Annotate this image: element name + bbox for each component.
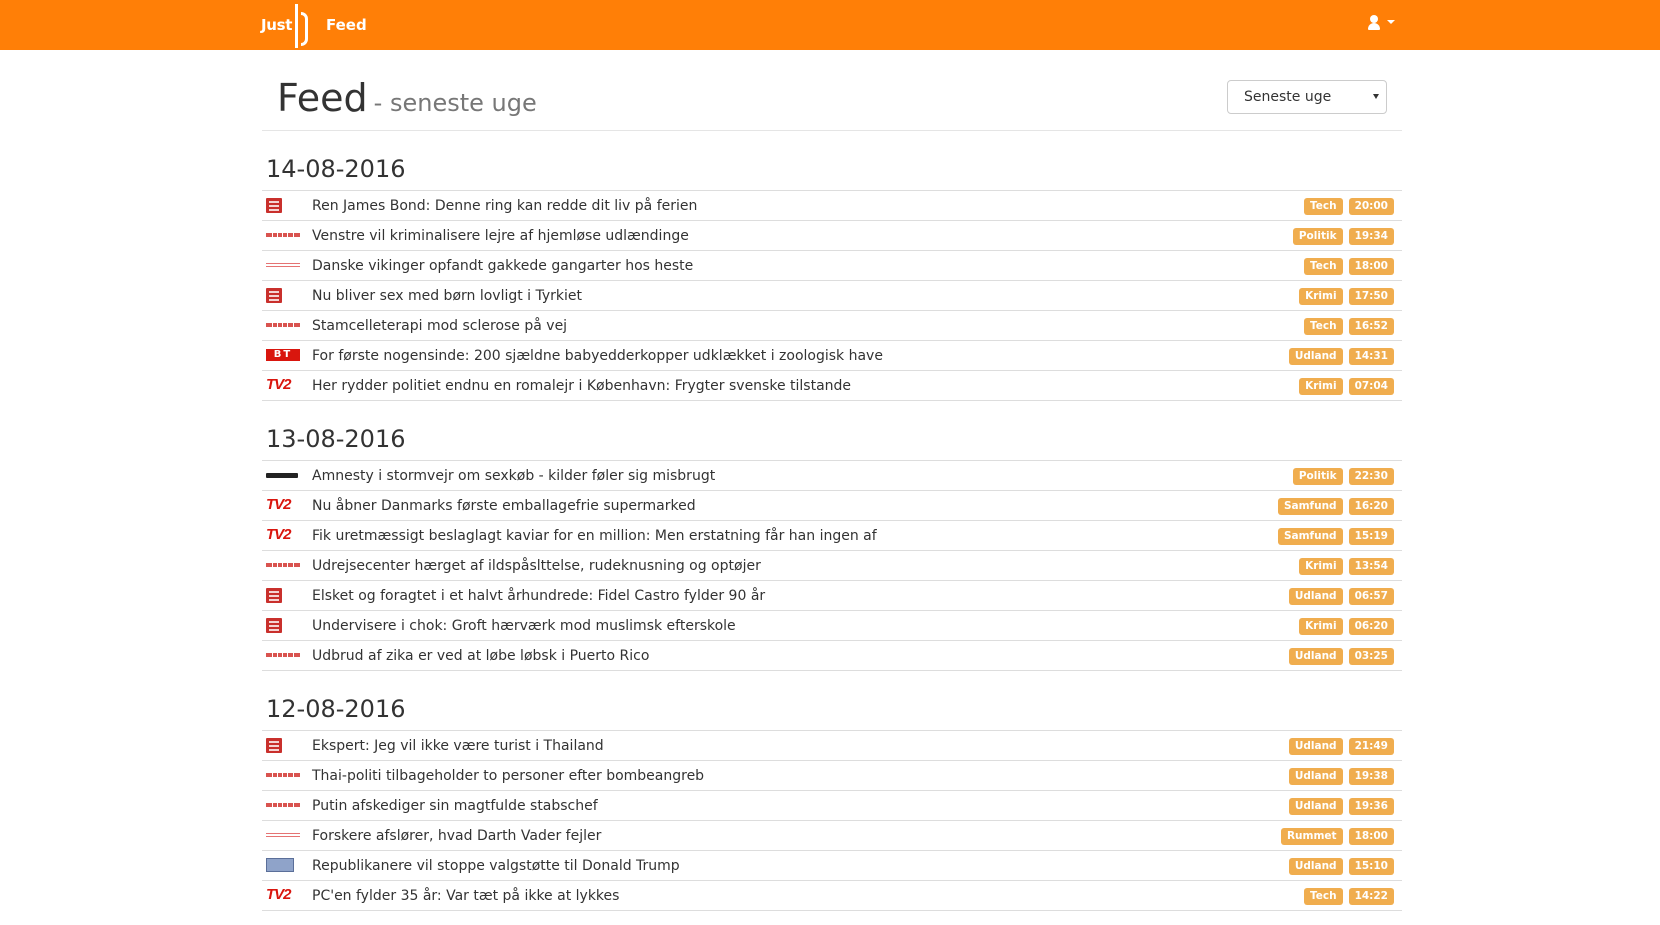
user-icon: [1367, 14, 1381, 30]
feed-item[interactable]: [262, 521, 1402, 551]
feed-item-title[interactable]: Elsket og foragtet i et halvt århundrede: Fidel Castro fylder 90 år: [312, 588, 766, 604]
source-logo: [266, 347, 304, 363]
period-select-value: Seneste uge: [1244, 89, 1332, 105]
source-logo: [266, 557, 304, 573]
feed-item[interactable]: [262, 281, 1402, 311]
feed-item-badges: [1289, 858, 1394, 875]
feed-item-title[interactable]: Stamcelleterapi mod sclerose på vej: [312, 318, 568, 334]
feed-list: [262, 460, 1402, 671]
feed-item-badges: [1299, 618, 1394, 635]
time-badge: 18:00: [1349, 258, 1394, 275]
feed-item-title[interactable]: For første nogensinde: 200 sjældne babyedderkopper udklækket i zoologisk have: [312, 348, 883, 364]
feed-item-title[interactable]: PC'en fylder 35 år: Var tæt på ikke at lykkes: [312, 888, 620, 904]
category-badge: Udland: [1289, 588, 1343, 605]
feed-item[interactable]: [262, 821, 1402, 851]
feed-item-badges: [1299, 288, 1394, 305]
tv2-logo: TV2: [266, 376, 291, 393]
feed-item[interactable]: [262, 761, 1402, 791]
source-logo: [266, 227, 304, 243]
nyhedsavis-logo: [266, 858, 294, 872]
main-content: [262, 50, 1402, 911]
feed-item-badges: [1278, 498, 1394, 515]
time-badge: 16:52: [1349, 318, 1394, 335]
day-heading: 14-08-2016: [266, 155, 406, 183]
feed-item[interactable]: [262, 791, 1402, 821]
time-badge: 14:31: [1349, 348, 1394, 365]
day-heading: 13-08-2016: [266, 425, 406, 453]
caret-down-icon: [1387, 20, 1395, 24]
time-badge: 15:10: [1349, 858, 1394, 875]
time-badge: 22:30: [1349, 468, 1394, 485]
feed-item-badges: [1299, 558, 1394, 575]
time-badge: 19:36: [1349, 798, 1394, 815]
source-logo: [266, 617, 304, 633]
feed-item[interactable]: [262, 581, 1402, 611]
feed-item-title[interactable]: Her rydder politiet endnu en romalejr i København: Frygter svenske tilstande: [312, 378, 852, 394]
feed-item-title[interactable]: Ekspert: Jeg vil ikke være turist i Thailand: [312, 738, 604, 754]
feed-item-title[interactable]: Udrejsecenter hærget af ildspåslttelse, rudeknusning og optøjer: [312, 558, 761, 574]
nordjyske-logo: [266, 802, 300, 808]
category-badge: Rummet: [1281, 828, 1343, 845]
time-badge: 21:49: [1349, 738, 1394, 755]
feed-item-title[interactable]: Amnesty i stormvejr om sexkøb - kilder føler sig misbrugt: [312, 468, 716, 484]
page-title: [277, 76, 537, 120]
category-badge: Udland: [1289, 348, 1343, 365]
time-badge: 19:38: [1349, 768, 1394, 785]
feed-item-badges: [1299, 378, 1394, 395]
time-badge: 16:20: [1349, 498, 1394, 515]
feed-item-title[interactable]: Nu bliver sex med børn lovligt i Tyrkiet: [312, 288, 583, 304]
source-logo: [266, 857, 304, 873]
brand-text: Just: [261, 16, 293, 34]
feed-item-title[interactable]: Undervisere i chok: Groft hærværk mod muslimsk efterskole: [312, 618, 736, 634]
source-logo: [266, 377, 304, 393]
ekstra-bladet-logo: [266, 198, 282, 213]
nordjyske-logo: [266, 562, 300, 568]
feed-item-title[interactable]: Venstre vil kriminalisere lejre af hjemløse udlændinge: [312, 228, 689, 244]
ekstra-bladet-logo: [266, 588, 282, 603]
source-logo: [266, 887, 304, 903]
feed-item-badges: [1304, 318, 1394, 335]
nav-link-feed[interactable]: Feed: [326, 16, 367, 34]
time-badge: 13:54: [1349, 558, 1394, 575]
feed-item-title[interactable]: Nu åbner Danmarks første emballagefrie supermarked: [312, 498, 696, 514]
day-heading: 12-08-2016: [266, 695, 406, 723]
feed-item[interactable]: [262, 641, 1402, 671]
feed-item[interactable]: [262, 311, 1402, 341]
time-badge: 15:19: [1349, 528, 1394, 545]
time-badge: 07:04: [1349, 378, 1394, 395]
source-logo: [266, 197, 304, 213]
source-logo: [266, 497, 304, 513]
feed-item-title[interactable]: Ren James Bond: Denne ring kan redde dit liv på ferien: [312, 198, 698, 214]
nordjyske-logo: [266, 772, 300, 778]
category-badge: Tech: [1304, 318, 1343, 335]
feed-item-badges: [1304, 198, 1394, 215]
bt-logo: BT: [266, 349, 300, 361]
category-badge: Tech: [1304, 198, 1343, 215]
source-logo: [266, 647, 304, 663]
source-logo: [266, 287, 304, 303]
feed-item-badges: [1289, 588, 1394, 605]
feed-item-title[interactable]: Fik uretmæssigt beslaglagt kaviar for en million: Men erstatning får han ingen af: [312, 528, 877, 544]
page-title-text: Feed: [277, 76, 368, 120]
time-badge: 06:20: [1349, 618, 1394, 635]
feed-item[interactable]: [262, 881, 1402, 911]
time-badge: 06:57: [1349, 588, 1394, 605]
ekstra-bladet-logo: [266, 738, 282, 753]
time-badge: 14:22: [1349, 888, 1394, 905]
feed-item-badges: [1281, 828, 1394, 845]
top-navbar: [0, 0, 1660, 50]
source-logo: [266, 737, 304, 753]
category-badge: Krimi: [1299, 378, 1342, 395]
page-subtitle: - seneste uge: [373, 89, 537, 117]
feed-item[interactable]: [262, 551, 1402, 581]
user-menu-dropdown[interactable]: [1367, 14, 1395, 30]
source-logo: [266, 257, 304, 273]
nordjyske-logo: [266, 322, 300, 328]
videnskab-logo: [266, 263, 300, 267]
feed-item[interactable]: [262, 191, 1402, 221]
feed-item[interactable]: [262, 461, 1402, 491]
ekstra-bladet-logo: [266, 618, 282, 633]
feed-list: [262, 190, 1402, 401]
time-badge: 17:50: [1349, 288, 1394, 305]
time-badge: 19:34: [1349, 228, 1394, 245]
category-badge: Tech: [1304, 258, 1343, 275]
feed-list: [262, 730, 1402, 911]
category-badge: Udland: [1289, 798, 1343, 815]
source-logo: [266, 767, 304, 783]
feed-item[interactable]: [262, 371, 1402, 401]
nordjyske-logo: [266, 652, 300, 658]
feed-days: [262, 155, 1402, 911]
time-badge: 18:00: [1349, 828, 1394, 845]
category-badge: Krimi: [1299, 558, 1342, 575]
category-badge: Udland: [1289, 858, 1343, 875]
source-logo: [266, 827, 304, 843]
source-logo: [266, 587, 304, 603]
feed-item[interactable]: [262, 341, 1402, 371]
feed-item-badges: [1289, 768, 1394, 785]
politiken-logo: [266, 473, 298, 478]
feed-item[interactable]: [262, 611, 1402, 641]
time-badge: 03:25: [1349, 648, 1394, 665]
period-select[interactable]: [1227, 80, 1387, 114]
tv2-logo: TV2: [266, 496, 291, 513]
feed-item-title[interactable]: Danske vikinger opfandt gakkede gangarter hos heste: [312, 258, 694, 274]
category-badge: Tech: [1304, 888, 1343, 905]
feed-item[interactable]: [262, 851, 1402, 881]
feed-item-badges: [1304, 888, 1394, 905]
videnskab-logo: [266, 833, 300, 837]
feed-item-badges: [1304, 258, 1394, 275]
category-badge: Krimi: [1299, 618, 1342, 635]
feed-item[interactable]: [262, 491, 1402, 521]
ekstra-bladet-logo: [266, 288, 282, 303]
feed-item-title[interactable]: Thai-politi tilbageholder to personer efter bombeangreb: [312, 768, 705, 784]
source-logo: [266, 797, 304, 813]
category-badge: Samfund: [1278, 528, 1343, 545]
category-badge: Udland: [1289, 648, 1343, 665]
feed-item[interactable]: [262, 251, 1402, 281]
category-badge: Politik: [1293, 228, 1343, 245]
brand-logo[interactable]: [261, 0, 311, 50]
source-logo: [266, 467, 304, 483]
tv2-logo: TV2: [266, 526, 291, 543]
time-badge: 20:00: [1349, 198, 1394, 215]
category-badge: Krimi: [1299, 288, 1342, 305]
feed-item-badges: [1289, 348, 1394, 365]
category-badge: Udland: [1289, 768, 1343, 785]
feed-item-title[interactable]: Forskere afslører, hvad Darth Vader fejler: [312, 828, 602, 844]
feed-item-title[interactable]: Republikanere vil stoppe valgstøtte til Donald Trump: [312, 858, 680, 874]
page-header: [262, 50, 1402, 131]
feed-item-badges: [1293, 468, 1394, 485]
feed-item-badges: [1289, 738, 1394, 755]
feed-item-badges: [1289, 648, 1394, 665]
source-logo: [266, 317, 304, 333]
feed-item-title[interactable]: Udbrud af zika er ved at løbe løbsk i Puerto Rico: [312, 648, 650, 664]
nordjyske-logo: [266, 232, 300, 238]
tv2-logo: TV2: [266, 886, 291, 903]
select-arrow-icon: [1373, 94, 1379, 99]
feed-item-badges: [1293, 228, 1394, 245]
category-badge: Udland: [1289, 738, 1343, 755]
feed-item-badges: [1289, 798, 1394, 815]
feed-item[interactable]: [262, 731, 1402, 761]
feed-item-title[interactable]: Putin afskediger sin magtfulde stabschef: [312, 798, 598, 814]
category-badge: Politik: [1293, 468, 1343, 485]
category-badge: Samfund: [1278, 498, 1343, 515]
brand-mark-icon: [293, 2, 311, 48]
source-logo: [266, 527, 304, 543]
feed-item[interactable]: [262, 221, 1402, 251]
feed-item-badges: [1278, 528, 1394, 545]
